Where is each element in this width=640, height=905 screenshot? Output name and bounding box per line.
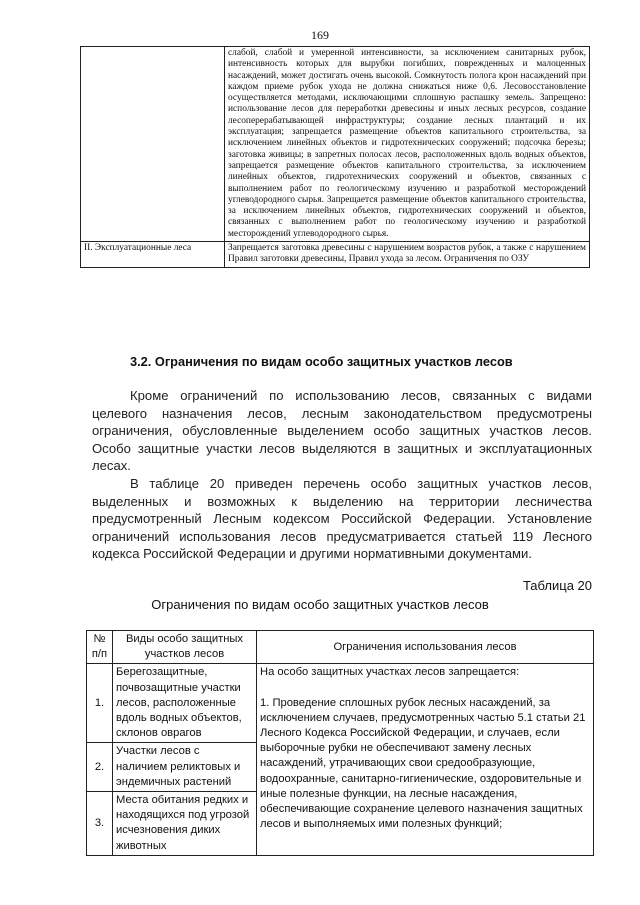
restrictions-cell [257,664,594,855]
paragraph-text: В таблице 20 приведен перечень особо защитных участков лесов, выделенных и возможных к выделению на территории лесничества предусмотренный Лесным кодексом Российской Федерации. Установление ограничений использования лесов предусматривается статьей 119 Лесного кодекса Российской Федерации и другими нормативными документами. [92,476,592,562]
table-number: Таблица 20 [522,578,592,593]
row-kind: Берегозащитные, почвозащитные участки лесов, расположенные вдоль водных объектов, склонов оврагов [113,664,257,743]
table-cell: II. Эксплуатационные леса [81,242,225,268]
page-number: 169 [311,28,329,42]
table-cell [81,47,225,242]
table-cell: слабой, слабой и умеренной интенсивности, за исключением санитарных рубок, интенсивность которых для вырубки погибших, поврежденных и малоценных насаждений, может достигать очень высокой. Сомкнутость полога крон насаждений при каждом приеме рубок ухода не должна снижаться ниже 0,6. Лесовосстановление осуществляется методами, исключающими сплошную распашку земель. Запрещено: использование лесов для переработки древесины и иных лесных ресурсов, создание лесоперерабатывающей инфраструктуры; создание лесных плантаций и их эксплуатация; запрещается размещение объектов капитального строительства, за исключением линейных объектов и гидротехнических сооружений; подсочка березы; заготовка живицы; в запретных полосах лесов, расположенных вдоль водных объектов, запрещается размещение объектов капитального строительства, за исключением линейных объектов, гидротехнических сооружений и объектов, связанных с выполнением работ по геологическому изучению и разработкой месторождений углеводородного сырья. Запрещается размещение объектов капитального строительства, за исключением линейных объектов, гидротехнических сооружений и объектов, связанных с выполнением работ по геологическому изучению и разработкой месторождений углеводородного сырья. [225,47,590,242]
row-kind: Участки лесов с наличием реликтовых и эндемичных растений [113,743,257,792]
header-restrictions: Ограничения использования лесов [257,631,594,664]
table-row [87,664,594,743]
row-number: 1. [87,664,113,743]
table-cell: Запрещается заготовка древесины с нарушением возрастов рубок, а также с нарушением Правил заготовки древесины, Правил ухода за лесом. Ограничения по ОЗУ [225,242,590,268]
header-kinds: Виды особо защитных участков лесов [113,631,257,664]
restrictions-text: 1. Проведение сплошных рубок лесных насаждений, за исключением случаев, предусмотренных частью 5.1 статьи 21 Лесного Кодекса Российской Федерации, и случаев, если выборочные рубки не обеспечивают замену лесных насаждений, утрачивающих свои средообразующие, водоохранные, санитарно-гигиенические, оздоровительные и иные полезные функции, на лесные насаждения, обеспечивающие сохранение целевого назначения защитных лесов и выполняемых ими полезных функций; [260,696,586,831]
body-paragraph [92,475,592,563]
continuation-table [80,46,590,268]
header-num: № п/п [87,631,113,664]
row-number: 3. [87,792,113,856]
table-row [81,242,590,268]
restrictions-table [86,630,594,856]
row-number: 2. [87,743,113,792]
section-heading: 3.2. Ограничения по видам особо защитных участков лесов [130,354,513,369]
table-row [81,47,590,242]
table-title: Ограничения по видам особо защитных участков лесов [151,597,489,612]
paragraph-text: Кроме ограничений по использованию лесов, связанных с видами целевого назначения лесов, лесным законодательством предусмотрены ограничения, обусловленные выделением особо защитных участков лесов. Особо защитные участки лесов выделяются в защитных и эксплуатационных лесах. [92,388,592,474]
body-paragraph [92,387,592,475]
restrictions-intro: На особо защитных участках лесов запрещается: [260,666,520,679]
table-header-row [87,631,594,664]
row-kind: Места обитания редких и находящихся под угрозой исчезновения диких животных [113,792,257,856]
